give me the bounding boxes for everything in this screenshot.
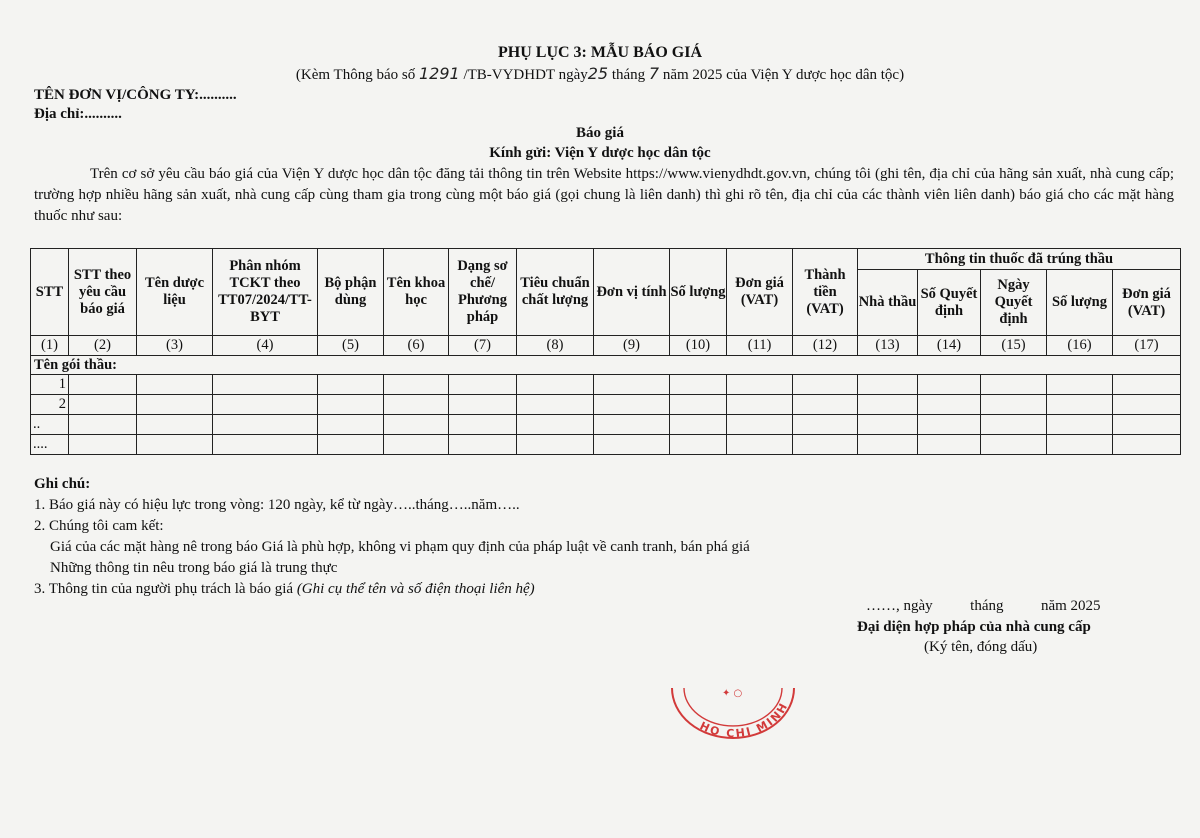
note-contact-text: 3. Thông tin của người phụ trách là báo giá <box>34 581 297 597</box>
document-subtitle <box>0 64 1200 84</box>
col-header-quality-standard: Tiêu chuẩn chất lượng <box>517 249 594 336</box>
column-number: (9) <box>594 336 670 356</box>
col-header-total: Thành tiền (VAT) <box>793 249 858 336</box>
row-number: .... <box>31 435 69 455</box>
subtitle-mid: /TB-VYDHDT ngày <box>463 67 588 83</box>
col-header-part-used: Bộ phận dùng <box>318 249 384 336</box>
note-commitment: 2. Chúng tôi cam kết: <box>34 518 164 534</box>
row-number: 2 <box>31 395 69 415</box>
column-number: (5) <box>318 336 384 356</box>
column-number: (4) <box>213 336 318 356</box>
table-row <box>31 435 1181 455</box>
note-validity: 1. Báo giá này có hiệu lực trong vòng: 120 ngày, kể từ ngày…..tháng…..năm….. <box>34 497 520 513</box>
column-number: (13) <box>858 336 918 356</box>
col-header-quantity: Số lượng <box>670 249 727 336</box>
col-header-request-stt: STT theo yêu cầu báo giá <box>69 249 137 336</box>
handwritten-month: 7 <box>648 64 660 83</box>
column-number: (8) <box>517 336 594 356</box>
package-name-row: Tên gói thầu: <box>31 356 1181 375</box>
col-header-scientific-name: Tên khoa học <box>384 249 449 336</box>
column-number: (15) <box>981 336 1047 356</box>
note-contact-person <box>34 579 750 600</box>
column-number: (10) <box>670 336 727 356</box>
signer-title: Đại diện hợp pháp của nhà cung cấp <box>857 619 1091 635</box>
col-header-unit-price: Đơn giá (VAT) <box>727 249 793 336</box>
notes-section <box>34 474 750 600</box>
col-header-herb-name: Tên dược liệu <box>137 249 213 336</box>
notes-heading: Ghi chú: <box>34 476 91 492</box>
column-number: (16) <box>1047 336 1113 356</box>
table-row <box>31 375 1181 395</box>
col-header-awarded-price: Đơn giá (VAT) <box>1113 270 1181 336</box>
col-header-stt: STT <box>31 249 69 336</box>
column-number: (17) <box>1113 336 1181 356</box>
stamp-text: HO CHI MINH <box>697 699 791 741</box>
column-number: (3) <box>137 336 213 356</box>
column-number: (6) <box>384 336 449 356</box>
handwritten-notice-number: 1291 <box>418 64 460 83</box>
addressee-line: Kính gửi: Viện Y dược học dân tộc <box>489 145 711 161</box>
col-header-processing: Dạng sơ chế/ Phương pháp <box>449 249 517 336</box>
col-header-awarded-quantity: Số lượng <box>1047 270 1113 336</box>
row-number: .. <box>31 415 69 435</box>
subtitle-before-number: (Kèm Thông báo số <box>295 67 416 83</box>
column-number: (7) <box>449 336 517 356</box>
row-number: 1 <box>31 375 69 395</box>
table-row <box>31 395 1181 415</box>
column-number: (12) <box>793 336 858 356</box>
subtitle-after: năm 2025 của Viện Y dược học dân tộc) <box>662 67 905 83</box>
column-number: (2) <box>69 336 137 356</box>
column-number: (1) <box>31 336 69 356</box>
col-header-contractor: Nhà thầu <box>858 270 918 336</box>
col-header-decision-no: Số Quyết định <box>918 270 981 336</box>
document-title: PHỤ LỤC 3: MẪU BÁO GIÁ <box>498 44 702 61</box>
column-number-row <box>31 336 1181 356</box>
note-contact-italic: (Ghi cụ thể tên và số điện thoại liên hệ) <box>296 581 535 597</box>
company-stamp <box>668 682 798 742</box>
handwritten-day: 25 <box>587 64 609 83</box>
quote-table <box>30 248 1181 455</box>
col-header-unit: Đơn vị tính <box>594 249 670 336</box>
column-number: (11) <box>727 336 793 356</box>
company-name-label: TÊN ĐƠN VỊ/CÔNG TY:.......... <box>34 87 237 103</box>
stamp-star: ✦ ○ <box>722 688 743 699</box>
note-commitment-truthful: Những thông tin nêu trong báo giá là trung thực <box>50 560 338 576</box>
quote-heading: Báo giá <box>576 125 624 141</box>
note-commitment-price: Giá của các mặt hàng nê trong báo Giá là phù hợp, không vi phạm quy định của pháp luật về canh tranh, bán phá giá <box>50 539 750 555</box>
col-group-awarded-info: Thông tin thuốc đã trúng thầu <box>858 249 1181 270</box>
col-header-technical-group: Phân nhóm TCKT theo TT07/2024/TT-BYT <box>213 249 318 336</box>
col-header-decision-date: Ngày Quyết định <box>981 270 1047 336</box>
column-number: (14) <box>918 336 981 356</box>
sign-note: (Ký tên, đóng dấu) <box>924 639 1038 655</box>
table-row <box>31 415 1181 435</box>
company-address-label: Địa chỉ:.......... <box>34 106 122 122</box>
subtitle-month-word: tháng <box>611 67 646 83</box>
signature-date-line: ……, ngày tháng năm 2025 <box>866 598 1101 614</box>
intro-paragraph: Trên cơ sở yêu cầu báo giá của Viện Y dược học dân tộc đăng tải thông tin trên Website https://www.vienydhdt.gov.vn, chúng tôi (ghi tên, địa chỉ của hãng sản xuất, nhà cung cấp; trường hợp nhiều hãng sản xuất, nhà cung cấp cùng tham gia trong cùng một báo giá (gọi chung là liên danh) thì ghi rõ tên, địa chỉ của các thành viên liên danh) báo giá cho các mặt hàng thuốc như sau: <box>34 166 1174 224</box>
